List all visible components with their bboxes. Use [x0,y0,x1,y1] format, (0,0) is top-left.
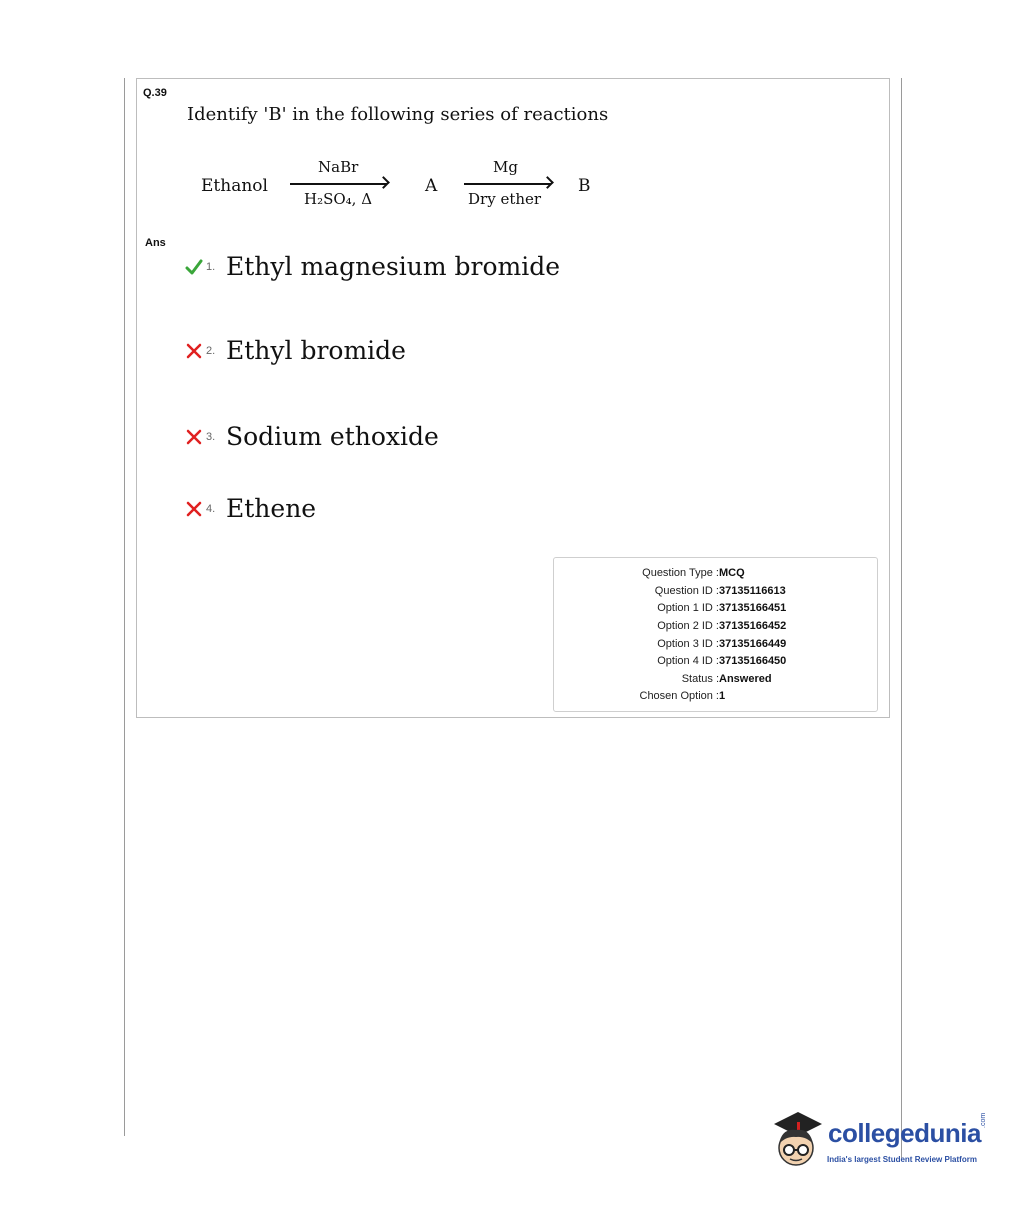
brand-tagline: India's largest Student Review Platform [827,1155,977,1164]
reagent-nabr: NaBr [318,158,359,176]
option-4 [185,494,316,523]
reagent-mg: Mg [493,158,518,176]
condition-dry-ether: Dry ether [468,190,542,208]
meta-label: Option 1 ID : [657,602,719,614]
product-b: B [578,176,591,196]
right-margin-line [901,78,902,1158]
option-number: 3. [206,430,216,443]
option-2 [185,336,406,365]
cross-icon [185,428,203,446]
reaction-arrow-1 [290,183,387,185]
option-3 [185,422,439,451]
meta-label: Option 4 ID : [657,655,719,667]
intermediate-a: A [425,176,438,196]
meta-value: MCQ [719,567,745,579]
check-icon [185,258,203,276]
meta-value: 37135166452 [719,620,787,632]
option-1 [185,252,560,281]
option-text: Ethyl bromide [226,336,406,365]
answer-label: Ans [145,237,166,249]
question-number: Q.39 [143,87,167,99]
meta-value: 37135166450 [719,655,787,667]
option-number: 4. [206,502,216,515]
cross-icon [185,500,203,518]
option-text: Ethyl magnesium bromide [226,252,561,281]
meta-value: 37135166451 [719,602,787,614]
option-number: 1. [206,260,216,273]
meta-label: Chosen Option : [639,690,719,702]
meta-value: 37135166449 [719,638,787,650]
reactant-ethanol: Ethanol [201,176,268,196]
left-margin-line [124,78,125,1136]
reaction-arrow-2 [464,183,551,185]
meta-value: 37135116613 [719,585,786,597]
option-text: Ethene [226,494,317,523]
meta-label: Option 2 ID : [657,620,719,632]
meta-label: Option 3 ID : [657,638,719,650]
brand-domain: .com [980,1112,987,1128]
question-text: Identify 'B' in the following series of reactions [187,104,609,125]
meta-value: Answered [719,673,772,685]
mascot-icon [768,1104,826,1176]
meta-label: Status : [681,673,719,685]
brand-name: collegedunia [828,1118,981,1148]
option-number: 2. [206,344,216,357]
cross-icon [185,342,203,360]
meta-value: 1 [719,690,726,702]
meta-label: Question ID : [654,585,719,597]
condition-h2so4: H₂SO₄, Δ [304,190,373,208]
option-text: Sodium ethoxide [226,422,439,451]
meta-label: Question Type : [642,567,719,579]
question-meta-box [553,557,878,712]
